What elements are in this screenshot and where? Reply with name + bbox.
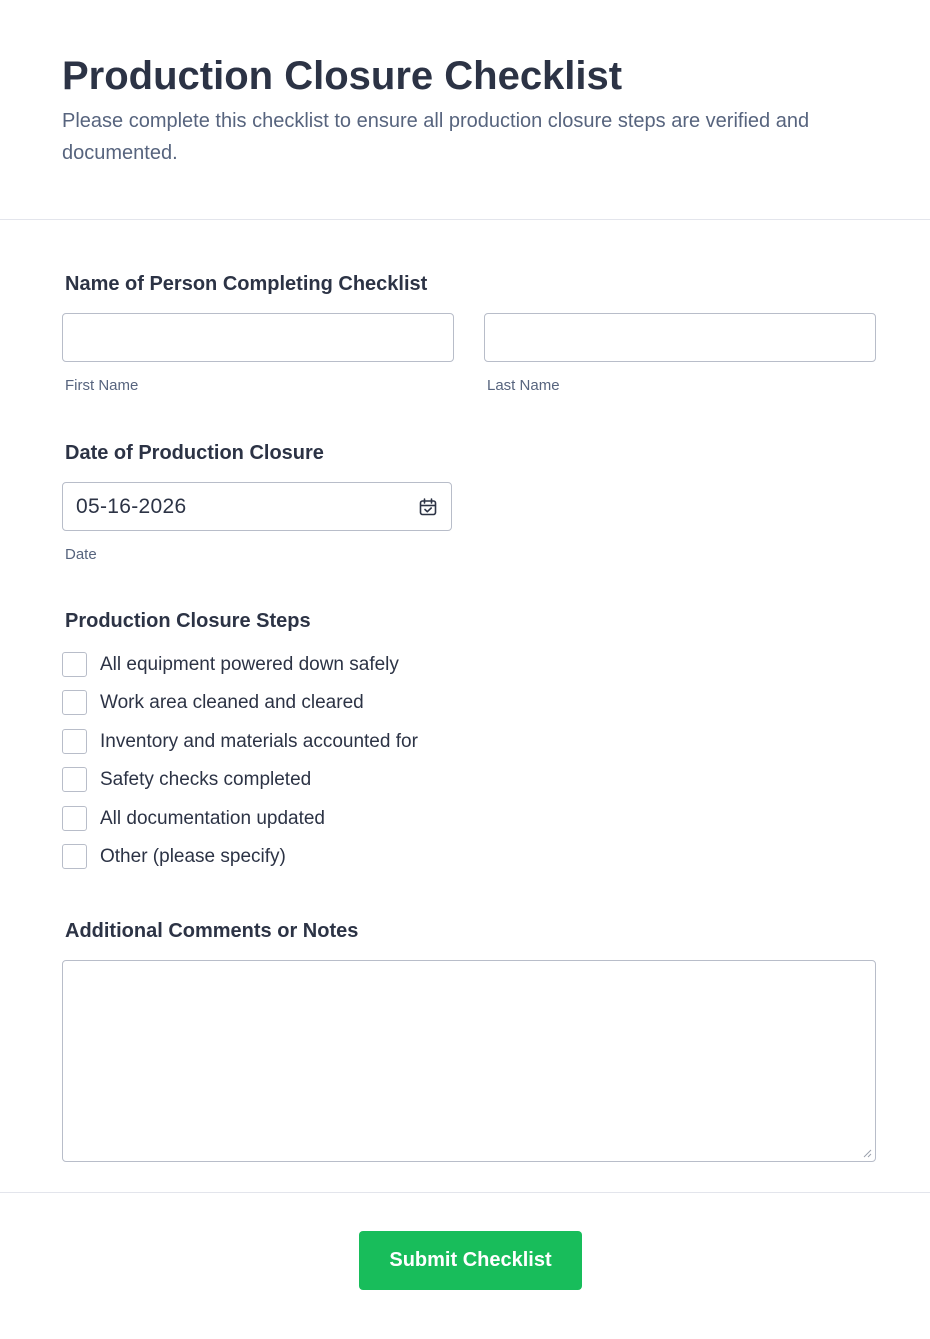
first-name-input[interactable] xyxy=(62,313,454,362)
step-checkbox[interactable] xyxy=(62,652,87,677)
submit-button[interactable]: Submit Checklist xyxy=(359,1231,582,1290)
comments-field-label: Additional Comments or Notes xyxy=(65,920,359,942)
step-checkbox[interactable] xyxy=(62,767,87,792)
steps-field-label: Production Closure Steps xyxy=(65,610,311,632)
step-label: Safety checks completed xyxy=(100,769,312,790)
date-sublabel: Date xyxy=(65,546,97,563)
step-option[interactable] xyxy=(62,844,562,870)
step-label: Work area cleaned and cleared xyxy=(100,692,364,713)
step-checkbox[interactable] xyxy=(62,844,87,869)
name-field-label: Name of Person Completing Checklist xyxy=(65,273,428,295)
page-title: Production Closure Checklist xyxy=(62,54,623,98)
footer-divider xyxy=(0,1192,930,1193)
step-checkbox[interactable] xyxy=(62,729,87,754)
first-name-sublabel: First Name xyxy=(65,377,139,394)
date-field-label: Date of Production Closure xyxy=(65,442,324,464)
step-label: All documentation updated xyxy=(100,808,325,829)
calendar-icon[interactable] xyxy=(418,497,438,517)
date-input[interactable] xyxy=(62,482,452,531)
step-option[interactable] xyxy=(62,767,562,793)
step-label: Other (please specify) xyxy=(100,846,286,867)
page-subtitle: Please complete this checklist to ensure all production closure steps are verified and documented. xyxy=(62,110,810,164)
date-value: 05-16-2026 xyxy=(76,495,187,518)
step-checkbox[interactable] xyxy=(62,690,87,715)
step-option[interactable] xyxy=(62,652,562,678)
last-name-sublabel: Last Name xyxy=(487,377,560,394)
form-header xyxy=(0,0,930,220)
step-option[interactable] xyxy=(62,729,562,755)
step-option[interactable] xyxy=(62,690,562,716)
step-option[interactable] xyxy=(62,806,562,832)
resize-handle-icon[interactable] xyxy=(862,1148,872,1158)
step-label: Inventory and materials accounted for xyxy=(100,731,418,752)
step-label: All equipment powered down safely xyxy=(100,654,399,675)
last-name-input[interactable] xyxy=(484,313,876,362)
step-checkbox[interactable] xyxy=(62,806,87,831)
comments-textarea[interactable] xyxy=(62,960,876,1162)
